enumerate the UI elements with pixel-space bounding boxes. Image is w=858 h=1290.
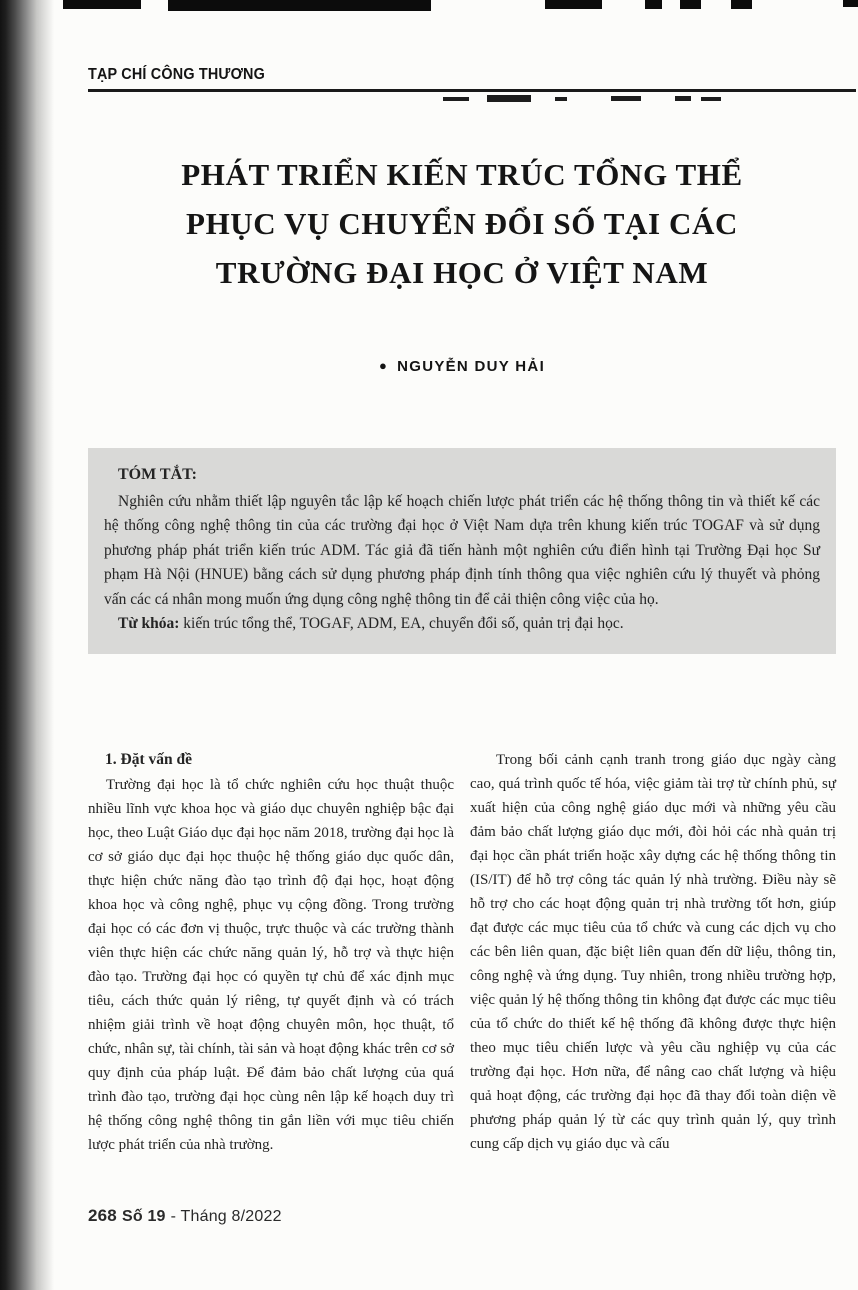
scan-noise bbox=[611, 96, 641, 101]
scan-artifact bbox=[545, 0, 602, 9]
section-heading: 1. Đặt vấn đề bbox=[105, 751, 192, 768]
author-bullet-icon: ● bbox=[378, 358, 389, 373]
scan-artifact bbox=[63, 0, 141, 9]
scan-noise bbox=[701, 97, 721, 101]
keywords-label: Từ khóa: bbox=[118, 615, 180, 632]
scan-noise bbox=[487, 95, 531, 102]
page-number: 268 bbox=[88, 1206, 117, 1225]
keywords-text: kiến trúc tổng thể, TOGAF, ADM, EA, chuyển đổi số, quản trị đại học. bbox=[179, 615, 624, 632]
issue-date: - Tháng 8/2022 bbox=[170, 1208, 282, 1225]
scan-artifact bbox=[680, 0, 701, 9]
body-column-right bbox=[470, 748, 836, 1157]
keywords-line bbox=[104, 612, 820, 637]
body-column-left bbox=[88, 748, 454, 1157]
scan-artifact bbox=[168, 0, 431, 11]
paragraph: Trong bối cảnh cạnh tranh trong giáo dục ngày càng cao, quá trình quốc tế hóa, việc giảm tài trợ từ chính phủ, sự xuất hiện của công nghệ giáo dục mới và những yêu cầu đảm bảo chất lượng giáo dục mới, đòi hỏi các nhà quản trị đại học cần phát triển hoặc xây dựng các hệ thống thông tin (IS/IT) để hỗ trợ công tác quản lý nhà trường. Điều này sẽ hỗ trợ cho các hoạt động quản trị nhà trường tốt hơn, giúp đạt được các mục tiêu của tổ chức và cung các dịch vụ cho các bên liên quan, đặc biệt liên quan đến dữ liệu, thông tin, công nghệ và ứng dụng. Tuy nhiên, trong nhiều trường hợp, việc quản lý hệ thống thông tin không đạt được các mục tiêu của tổ chức do thiết kế hệ thống đã không được thực hiện theo mục tiêu chiến lược và yêu cầu nghiệp vụ của các trường đại học. Hơn nữa, để nâng cao chất lượng và hiệu quả hoạt động, các trường đại học đã thay đổi toàn diện về phương pháp quản lý từ các quy trình quản lý, quy trình cung cấp dịch vụ giáo dục và cấu bbox=[470, 752, 836, 1152]
scan-artifact bbox=[731, 0, 752, 9]
abstract-body: Nghiên cứu nhằm thiết lập nguyên tắc lập kế hoạch chiến lược phát triển các hệ thống thông tin và thiết kế các hệ thống công nghệ thông tin của các trường đại học ở Việt Nam dựa trên khung kiến trúc TOGAF và sử dụng phương pháp phát triển kiến trúc ADM. Tác giả đã tiến hành một nghiên cứu điển hình tại Trường Đại học Sư phạm Hà Nội (HNUE) bằng cách sử dụng phương pháp định tính thông qua việc nghiên cứu lý thuyết và phỏng vấn các cá nhân mong muốn ứng dụng công nghệ thông tin để cải thiện công việc của họ. bbox=[104, 492, 820, 608]
page-footer bbox=[88, 1206, 282, 1226]
author-line bbox=[88, 358, 836, 375]
scan-gutter-shadow bbox=[0, 0, 54, 1290]
issue-label: Số 19 bbox=[121, 1208, 166, 1225]
body-columns bbox=[88, 748, 836, 1157]
author-name: NGUYỄN DUY HẢI bbox=[397, 358, 546, 375]
journal-masthead: TẠP CHÍ CÔNG THƯƠNG bbox=[88, 66, 265, 83]
title-line: PHỤC VỤ CHUYỂN ĐỔI SỐ TẠI CÁC bbox=[186, 206, 738, 241]
scan-artifact bbox=[645, 0, 662, 9]
title-line: TRƯỜNG ĐẠI HỌC Ở VIỆT NAM bbox=[215, 255, 709, 290]
abstract-box bbox=[88, 448, 836, 654]
scan-noise bbox=[443, 97, 469, 101]
scan-noise bbox=[675, 96, 691, 101]
title-line: PHÁT TRIỂN KIẾN TRÚC TỔNG THỂ bbox=[181, 157, 743, 192]
scan-noise bbox=[555, 97, 567, 101]
paragraph: Trường đại học là tổ chức nghiên cứu học thuật thuộc nhiều lĩnh vực khoa học và giáo dục chuyên nghiệp bậc đại học, theo Luật Giáo dục đại học năm 2018, trường đại học là cơ sở giáo dục đại học thuộc hệ thống giáo dục quốc dân, thực hiện chức năng đào tạo trình độ đại học, hoạt động khoa học và công nghệ, phục vụ cộng đồng. Trong trường đại học có các đơn vị thuộc, trực thuộc và các trường thành viên thực hiện các chức năng quản lý, hỗ trợ và thực hiện đào tạo. Trường đại học có quyền tự chủ để xác định mục tiêu, cách thức quản lý riêng, tự quyết định và có trách nhiệm giải trình về hoạt động chuyên môn, học thuật, tổ chức, nhân sự, tài chính, tài sản và hoạt động khác trên cơ sở quy định của pháp luật. Để đảm bảo chất lượng của quá trình đào tạo, trường đại học cùng nên lập kế hoạch duy trì hệ thống công nghệ thông tin gắn liền với mục tiêu chiến lược phát triển của nhà trường. bbox=[88, 777, 454, 1153]
abstract-heading: TÓM TẮT: bbox=[118, 466, 197, 483]
scan-artifact bbox=[843, 0, 858, 7]
article-title bbox=[88, 150, 836, 297]
header-rule bbox=[88, 89, 856, 92]
